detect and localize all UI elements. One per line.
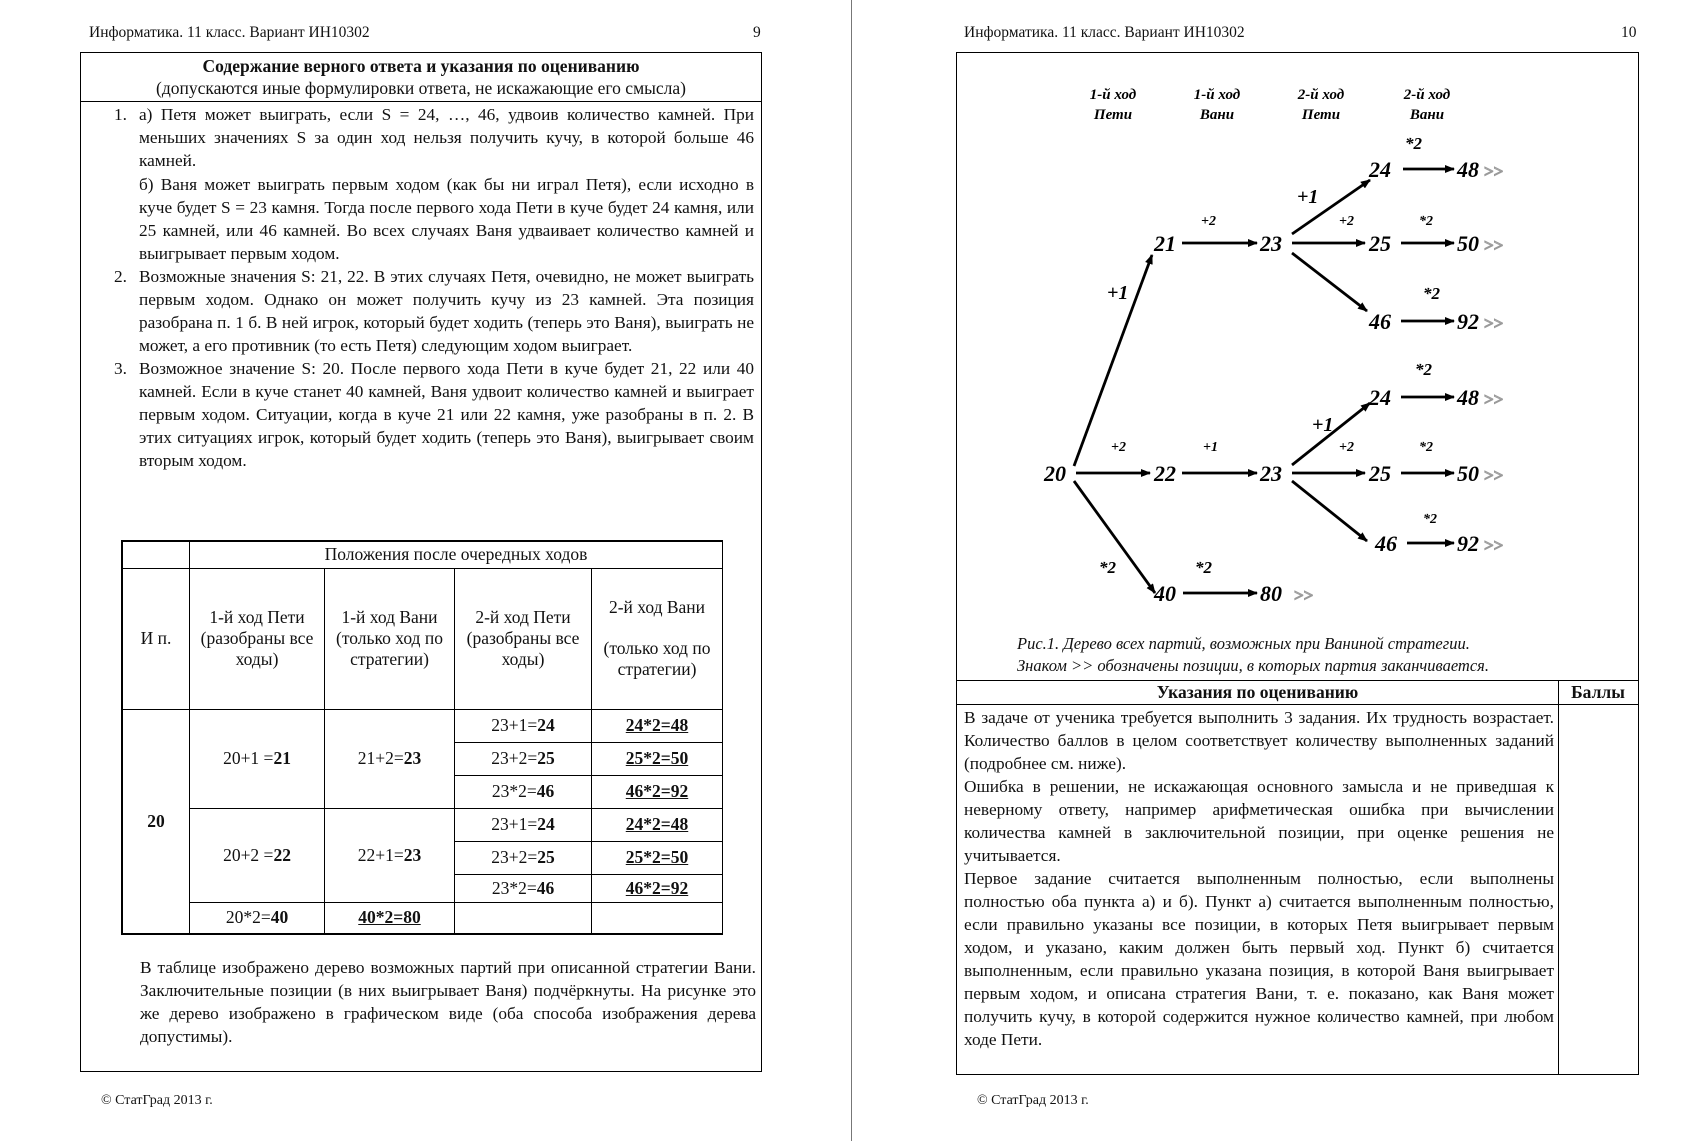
op-label: +2 xyxy=(1201,214,1216,229)
answer-3: Возможное значение S: 20. После первого хода Пети в куче будет 21, 22 или 40 камней. Если в куче станет 40 камней, Ваня удвоит количество камней и выиграет первым ходом. Ситуации, когда в куче 21 или 22 камня, уже разобраны в п. 2. В этих ситуациях игрок, который будет ходить (теперь это Ваня), выигрывает своим вторым ходом. xyxy=(139,359,754,470)
col-header-ip: И п. xyxy=(122,568,190,709)
cell xyxy=(592,709,723,742)
col-header-3: 2-й ход Пети (разобраны все ходы) xyxy=(455,568,592,709)
tree-header-4-line2: Вани xyxy=(1409,107,1445,123)
end-mark: >> xyxy=(1484,314,1504,333)
cell xyxy=(592,775,723,808)
edge-23-46-bottom xyxy=(1292,481,1367,541)
cell-value: 23 xyxy=(403,844,422,865)
op-label: *2 xyxy=(1423,512,1437,527)
divider xyxy=(957,704,1638,705)
left-page-number: 9 xyxy=(753,24,761,41)
cell-expr: 23+1= xyxy=(491,814,538,834)
table-row xyxy=(122,808,723,841)
edge-23-46-top xyxy=(1292,253,1367,311)
tree-header-3-line2: Пети xyxy=(1301,107,1341,123)
answer-number: 1. xyxy=(114,105,127,124)
cell-value: 46 xyxy=(536,877,555,898)
positions-table xyxy=(121,540,723,935)
left-page-footer: © СтатГрад 2013 г. xyxy=(101,1093,213,1108)
cell-expr: 23+1= xyxy=(491,715,538,735)
cell-value: 24 xyxy=(537,814,555,834)
column-divider xyxy=(1558,681,1559,1075)
cell xyxy=(325,808,455,902)
cell-value: 22 xyxy=(273,844,291,865)
final-position: 25*2=50 xyxy=(625,748,689,768)
answer-box-subtitle: (допускаются иные формулировки ответа, не искажающие его смысла) xyxy=(156,78,686,98)
col-header-2: 1-й ход Вани (только ход по стратегии) xyxy=(325,568,455,709)
answer-number: 2. xyxy=(114,267,127,286)
empty-cell xyxy=(592,902,723,934)
final-position: 24*2=48 xyxy=(625,814,689,834)
table-group-header: Положения после очередных ходов xyxy=(190,541,723,568)
tree-header-2-line2: Вани xyxy=(1199,107,1235,123)
col-header-4 xyxy=(592,568,723,709)
node-92-bottom: 92 xyxy=(1457,531,1479,556)
answer-item-3 xyxy=(114,357,754,472)
answer-number: 3. xyxy=(114,359,127,378)
points-header: Баллы xyxy=(1571,682,1625,702)
op-label: *2 xyxy=(1423,284,1440,303)
cell-expr: 23*2= xyxy=(491,877,537,898)
cell xyxy=(592,874,723,902)
answer-item-1 xyxy=(114,103,754,265)
node-48-top: 48 xyxy=(1457,157,1479,182)
node-24-bottom: 24 xyxy=(1369,385,1391,410)
right-page-number: 10 xyxy=(1621,24,1637,41)
cell xyxy=(455,874,592,902)
final-position: 46*2=92 xyxy=(625,781,689,801)
cell-value: 25 xyxy=(537,748,555,768)
cell xyxy=(455,742,592,775)
cell xyxy=(455,841,592,874)
node-23-bottom: 23 xyxy=(1260,461,1282,486)
end-mark: >> xyxy=(1294,586,1314,605)
cell-value: 23 xyxy=(403,748,422,768)
cell xyxy=(592,742,723,775)
op-label: +1 xyxy=(1312,414,1334,436)
cell-expr: 21+2= xyxy=(357,748,404,768)
criteria-box xyxy=(956,52,1639,1075)
cell xyxy=(455,775,592,808)
col-header-1: 1-й ход Пети (разобраны все ходы) xyxy=(190,568,325,709)
cell-value: 40 xyxy=(270,907,289,928)
cell-expr: 20+2 = xyxy=(223,844,274,865)
answer-box-title: Содержание верного ответа и указания по оцениванию xyxy=(202,56,640,76)
answer-2: Возможные значения S: 21, 22. В этих случаях Петя, очевидно, не может выиграть первым ходом. Однако он может получить кучу из 23 камней. Эта позиция разобрана п. 1 б. В ней игрок, который будет ходить (теперь это Ваня), выиграть не может, а его противник (то есть Петя) следующим ходом выиграет. xyxy=(139,267,754,355)
answer-1a: а) Петя может выиграть, если S = 24, …, 46, удвоив количество камней. При меньших значениях S за один ход нельзя получить кучу, в которой больше 46 камней. xyxy=(139,105,754,170)
node-21: 21 xyxy=(1154,231,1176,256)
criteria-text xyxy=(964,706,1554,1051)
criteria-paragraph: Первое задание считается выполненным полностью, если выполнены полностью оба пункта а) и б). Пункт а) считается выполненным полностью, если правильно указаны все позиции, в которых Петя выигрывает первым ходом, и указано, каким должен быть первый ход. Пункт б) считается выполненным, если правильно указана позиция, в которой Ваня выигрывает первым ходом, и описана стратегия Вани, т. е. показано, как Ваня может получить кучу, в которой содержится нужное количество камней, при любом ходе Пети. xyxy=(964,869,1554,1049)
final-position: 46*2=92 xyxy=(625,877,689,898)
table-row xyxy=(122,709,723,742)
cell xyxy=(325,709,455,808)
cell-expr: 20*2= xyxy=(225,907,271,928)
op-label: *2 xyxy=(1419,214,1433,229)
op-label: *2 xyxy=(1415,360,1432,379)
game-tree-diagram xyxy=(957,53,1640,633)
op-label: *2 xyxy=(1405,134,1422,153)
cell xyxy=(592,808,723,841)
node-80: 80 xyxy=(1260,581,1282,606)
final-position: 25*2=50 xyxy=(625,847,689,867)
figure-caption xyxy=(1017,633,1637,677)
op-label: +2 xyxy=(1339,440,1354,455)
right-page-footer: © СтатГрад 2013 г. xyxy=(977,1093,1089,1108)
cell-expr: 23*2= xyxy=(491,781,537,801)
op-label: +2 xyxy=(1111,440,1126,455)
cell-value: 46 xyxy=(536,781,555,801)
node-50-bottom: 50 xyxy=(1457,461,1479,486)
col-header-4-title: 2-й ход Вани xyxy=(608,597,706,617)
final-position: 40*2=80 xyxy=(358,907,421,928)
cell-expr: 23+2= xyxy=(491,847,538,867)
cell xyxy=(455,709,592,742)
end-mark: >> xyxy=(1484,236,1504,255)
node-46-top: 46 xyxy=(1369,309,1391,334)
col-header-4-note: (только ход по стратегии) xyxy=(603,638,711,679)
node-20: 20 xyxy=(1044,461,1066,486)
op-label: *2 xyxy=(1195,558,1212,577)
end-mark: >> xyxy=(1484,466,1504,485)
end-mark: >> xyxy=(1484,390,1504,409)
table-note: В таблице изображено дерево возможных партий при описанной стратегии Вани. Заключительные позиции (в них выигрывает Ваня) подчёркнуты. На рисунке это же дерево изображено в графическом виде (оба способа изображения дерева допустимы). xyxy=(140,958,756,1046)
cell-expr: 22+1= xyxy=(357,844,404,865)
node-92-top: 92 xyxy=(1457,309,1479,334)
node-40: 40 xyxy=(1154,581,1176,606)
op-label: +2 xyxy=(1339,214,1354,229)
left-page-header: Информатика. 11 класс. Вариант ИН10302 xyxy=(89,24,370,41)
node-25-bottom: 25 xyxy=(1369,461,1391,486)
caption-line-1: Рис.1. Дерево всех партий, возможных при Ваниной стратегии. xyxy=(1017,634,1470,653)
criteria-paragraph: Ошибка в решении, не искажающая основного замысла и не приведшая к неверному ответу, например арифметическая ошибка при вычислении количества камней в заключительной позиции, при оценке решения не учитывается. xyxy=(964,777,1554,865)
answer-item-2 xyxy=(114,265,754,357)
caption-line-2: Знаком >> обозначены позиции, в которых партия заканчивается. xyxy=(1017,656,1489,675)
tree-header-3-line1: 2-й ход xyxy=(1297,87,1345,103)
criteria-paragraph: В задаче от ученика требуется выполнить 3 задания. Их трудность возрастает. Количество баллов в целом соответствует количеству выполненных заданий (подробнее см. ниже). xyxy=(964,708,1554,773)
cell-expr: 20+1 = xyxy=(223,748,274,768)
op-label: +1 xyxy=(1107,282,1129,304)
node-25-top: 25 xyxy=(1369,231,1391,256)
node-46-bottom: 46 xyxy=(1375,531,1397,556)
node-22: 22 xyxy=(1154,461,1176,486)
tree-header-1-line1: 1-й ход xyxy=(1089,87,1137,103)
answer-1b: б) Ваня может выиграть первым ходом (как бы ни играл Петя), если исходно в куче будет S = 23 камня. Тогда после первого хода Пети в куче будет 24 камня, или 25 камней, или 46 камней. Во всех случаях Ваня удваивает количество камней и выигрывает первым ходом. xyxy=(139,175,754,263)
cell-value: 21 xyxy=(273,748,291,768)
table-corner xyxy=(122,541,190,568)
cell xyxy=(190,808,325,902)
divider xyxy=(957,680,1638,681)
final-position: 24*2=48 xyxy=(625,715,689,735)
cell xyxy=(190,902,325,934)
cell-value: 24 xyxy=(537,715,555,735)
op-label: +1 xyxy=(1203,440,1218,455)
tree-header-4-line1: 2-й ход xyxy=(1403,87,1451,103)
cell-value: 25 xyxy=(537,847,555,867)
end-mark: >> xyxy=(1484,162,1504,181)
right-page-header: Информатика. 11 класс. Вариант ИН10302 xyxy=(964,24,1245,41)
op-label: *2 xyxy=(1419,440,1433,455)
cell xyxy=(455,808,592,841)
criteria-header: Указания по оцениванию xyxy=(1156,682,1359,702)
cell xyxy=(592,841,723,874)
cell xyxy=(325,902,455,934)
cell xyxy=(190,709,325,808)
divider xyxy=(81,101,761,102)
empty-cell xyxy=(455,902,592,934)
page-separator xyxy=(851,0,852,1141)
node-50-top: 50 xyxy=(1457,231,1479,256)
table-row xyxy=(122,902,723,934)
node-23-top: 23 xyxy=(1260,231,1282,256)
node-48-bottom: 48 xyxy=(1457,385,1479,410)
op-label: +1 xyxy=(1297,186,1319,208)
tree-header-2-line1: 1-й ход xyxy=(1193,87,1241,103)
op-label: *2 xyxy=(1099,558,1116,577)
node-24-top: 24 xyxy=(1369,157,1391,182)
answer-list xyxy=(114,103,754,472)
cell-expr: 23+2= xyxy=(491,748,538,768)
start-position: 20 xyxy=(122,709,190,934)
tree-header-1-line2: Пети xyxy=(1093,107,1133,123)
end-mark: >> xyxy=(1484,536,1504,555)
